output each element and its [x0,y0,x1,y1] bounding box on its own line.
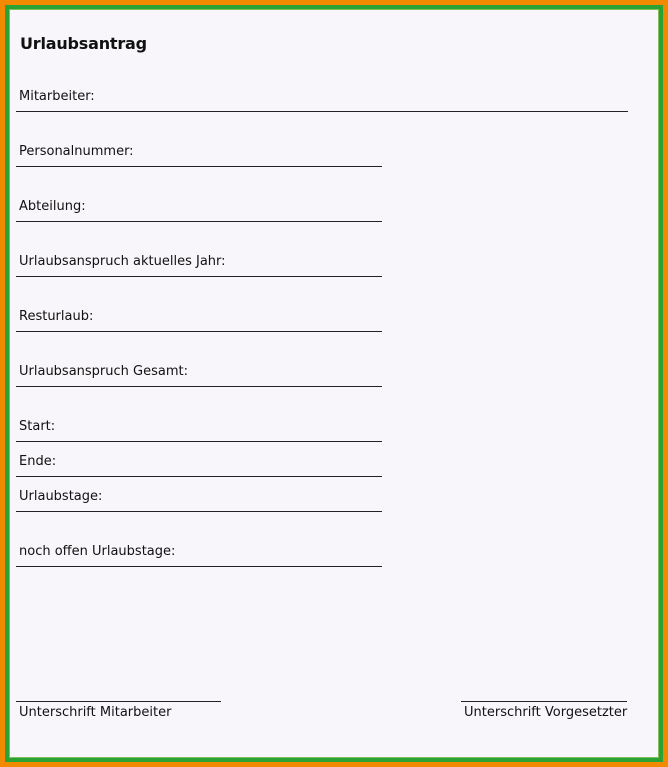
field-entitlement-total[interactable] [16,364,382,387]
field-open-leave-days-label: noch offen Urlaubstage: [19,544,176,559]
field-entitlement-current-year-label: Urlaubsanspruch aktuelles Jahr: [19,254,226,269]
field-start[interactable] [16,419,382,442]
leave-request-form [10,10,660,759]
field-entitlement-current-year[interactable] [16,254,382,277]
page-frame-inner [9,9,659,758]
field-personnel-number-label: Personalnummer: [19,144,134,159]
field-end-label: Ende: [19,454,57,469]
field-end[interactable] [16,454,382,477]
field-remaining-leave-label: Resturlaub: [19,309,94,324]
field-department[interactable] [16,199,382,222]
signature-supervisor-label: Unterschrift Vorgesetzter [464,705,628,720]
signature-employee-label: Unterschrift Mitarbeiter [19,705,172,720]
field-open-leave-days[interactable] [16,544,382,567]
field-leave-days[interactable] [16,489,382,512]
field-start-label: Start: [19,419,56,434]
signature-employee[interactable] [16,701,221,720]
field-leave-days-label: Urlaubstage: [19,489,103,504]
field-employee-label: Mitarbeiter: [19,89,95,104]
field-employee[interactable] [16,89,628,112]
field-department-label: Abteilung: [19,199,86,214]
field-entitlement-total-label: Urlaubsanspruch Gesamt: [19,364,188,379]
form-title: Urlaubsantrag [20,34,147,53]
field-remaining-leave[interactable] [16,309,382,332]
field-personnel-number[interactable] [16,144,382,167]
signature-supervisor[interactable] [461,701,628,720]
